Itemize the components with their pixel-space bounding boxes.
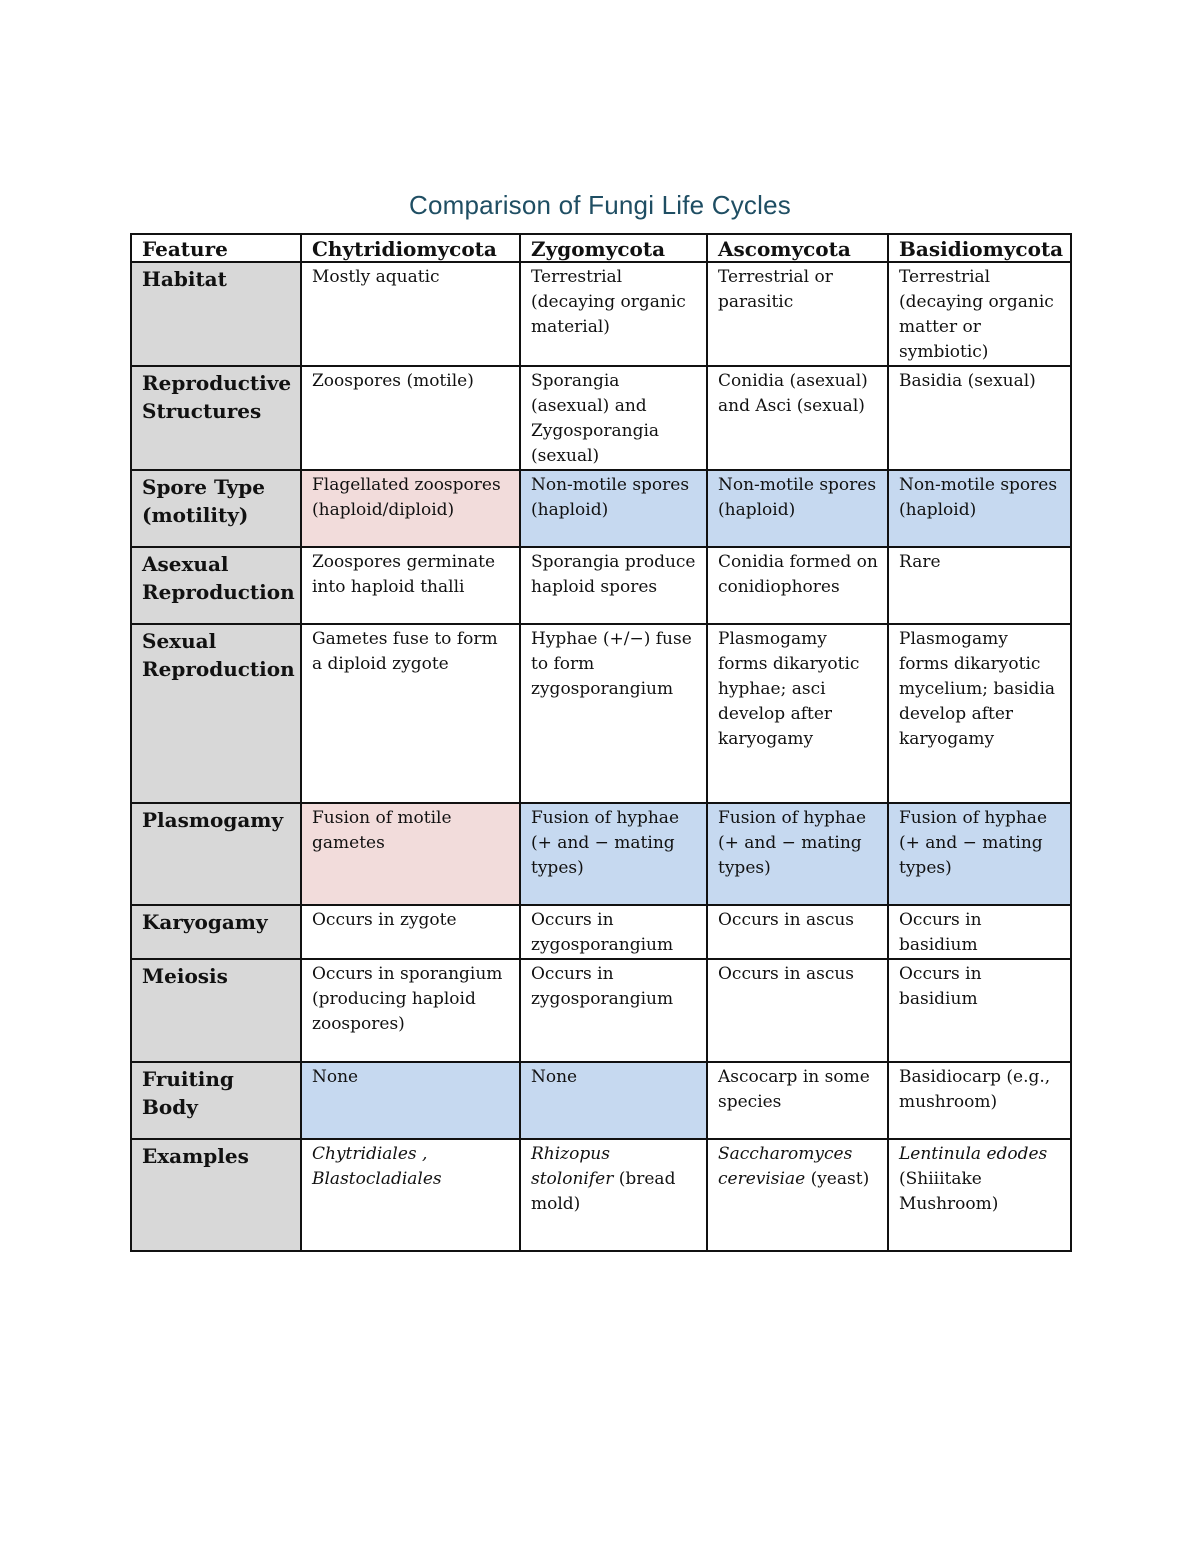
table-cell: Fusion of hyphae (+ and − mating types) [520,803,707,905]
header-feature: Feature [131,234,301,262]
species-name: Rhizopus stolonifer [531,1144,614,1189]
species-note: (bread mold) [531,1169,676,1214]
species-note: (yeast) [805,1169,870,1189]
table-row-karyogamy [131,905,1071,959]
table-cell [301,1139,520,1251]
table-row-meiosis [131,959,1071,1062]
header-ascomycota: Ascomycota [707,234,888,262]
table-cell: None [301,1062,520,1139]
table-cell: Terrestrial or parasitic [707,262,888,366]
table-row-sexual-reproduction [131,624,1071,803]
feature-cell: Karyogamy [131,905,301,959]
species-name: Lentinula edodes [899,1144,1048,1164]
table-cell: Non-motile spores (haploid) [888,470,1071,547]
table-cell: Terrestrial (decaying organic material) [520,262,707,366]
table-cell: Mostly aquatic [301,262,520,366]
feature-cell: Plasmogamy [131,803,301,905]
table-row-habitat [131,262,1071,366]
table-cell: Basidiocarp (e.g., mushroom) [888,1062,1071,1139]
table-cell: Occurs in zygosporangium [520,905,707,959]
table-row-spore-type [131,470,1071,547]
table-cell: Zoospores germinate into haploid thalli [301,547,520,624]
header-zygomycota: Zygomycota [520,234,707,262]
table-row-reproductive-structures [131,366,1071,470]
table-cell: Fusion of hyphae (+ and − mating types) [707,803,888,905]
table-row-examples [131,1139,1071,1251]
feature-cell: Meiosis [131,959,301,1062]
species-name: Saccharomyces cerevisiae [718,1144,853,1189]
table-cell: Plasmogamy forms dikaryotic mycelium; basidia develop after karyogamy [888,624,1071,803]
table-cell: Gametes fuse to form a diploid zygote [301,624,520,803]
table-cell: Non-motile spores (haploid) [707,470,888,547]
feature-cell: Examples [131,1139,301,1251]
feature-cell: Spore Type (motility) [131,470,301,547]
table-cell: Occurs in zygosporangium [520,959,707,1062]
feature-cell: Fruiting Body [131,1062,301,1139]
table-cell: Occurs in ascus [707,959,888,1062]
table-cell: Sporangia (asexual) and Zygosporangia (sexual) [520,366,707,470]
table-row-fruiting-body [131,1062,1071,1139]
feature-cell: Habitat [131,262,301,366]
species-name: Chytridiales , Blastocladiales [312,1144,442,1189]
species-note: (Shiiitake Mushroom) [899,1169,999,1214]
table-cell: Occurs in basidium [888,959,1071,1062]
table-cell: Zoospores (motile) [301,366,520,470]
table-cell: Flagellated zoospores (haploid/diploid) [301,470,520,547]
table-cell [520,1139,707,1251]
table-cell: Non-motile spores (haploid) [520,470,707,547]
feature-cell: Reproductive Structures [131,366,301,470]
table-cell: Conidia formed on conidiophores [707,547,888,624]
table-cell: Hyphae (+/−) fuse to form zygosporangium [520,624,707,803]
table-cell [707,1139,888,1251]
table-cell: Occurs in zygote [301,905,520,959]
header-basidiomycota: Basidiomycota [888,234,1071,262]
table-cell: Plasmogamy forms dikaryotic hyphae; asci develop after karyogamy [707,624,888,803]
table-cell: None [520,1062,707,1139]
table-cell: Occurs in ascus [707,905,888,959]
table-cell: Basidia (sexual) [888,366,1071,470]
table-cell: Ascocarp in some species [707,1062,888,1139]
document-title: Comparison of Fungi Life Cycles [409,190,791,220]
table-cell: Sporangia produce haploid spores [520,547,707,624]
table-cell: Occurs in basidium [888,905,1071,959]
fungi-comparison-table [130,233,1072,1252]
header-chytridiomycota: Chytridiomycota [301,234,520,262]
table-row-asexual-reproduction [131,547,1071,624]
feature-cell: Sexual Reproduction [131,624,301,803]
table-cell: Rare [888,547,1071,624]
table-cell: Terrestrial (decaying organic matter or symbiotic) [888,262,1071,366]
table-cell: Conidia (asexual) and Asci (sexual) [707,366,888,470]
table-cell: Fusion of hyphae (+ and − mating types) [888,803,1071,905]
table-header-row [131,234,1071,262]
table-row-plasmogamy [131,803,1071,905]
table-cell [888,1139,1071,1251]
table-cell: Occurs in sporangium (producing haploid zoospores) [301,959,520,1062]
feature-cell: Asexual Reproduction [131,547,301,624]
table-cell: Fusion of motile gametes [301,803,520,905]
